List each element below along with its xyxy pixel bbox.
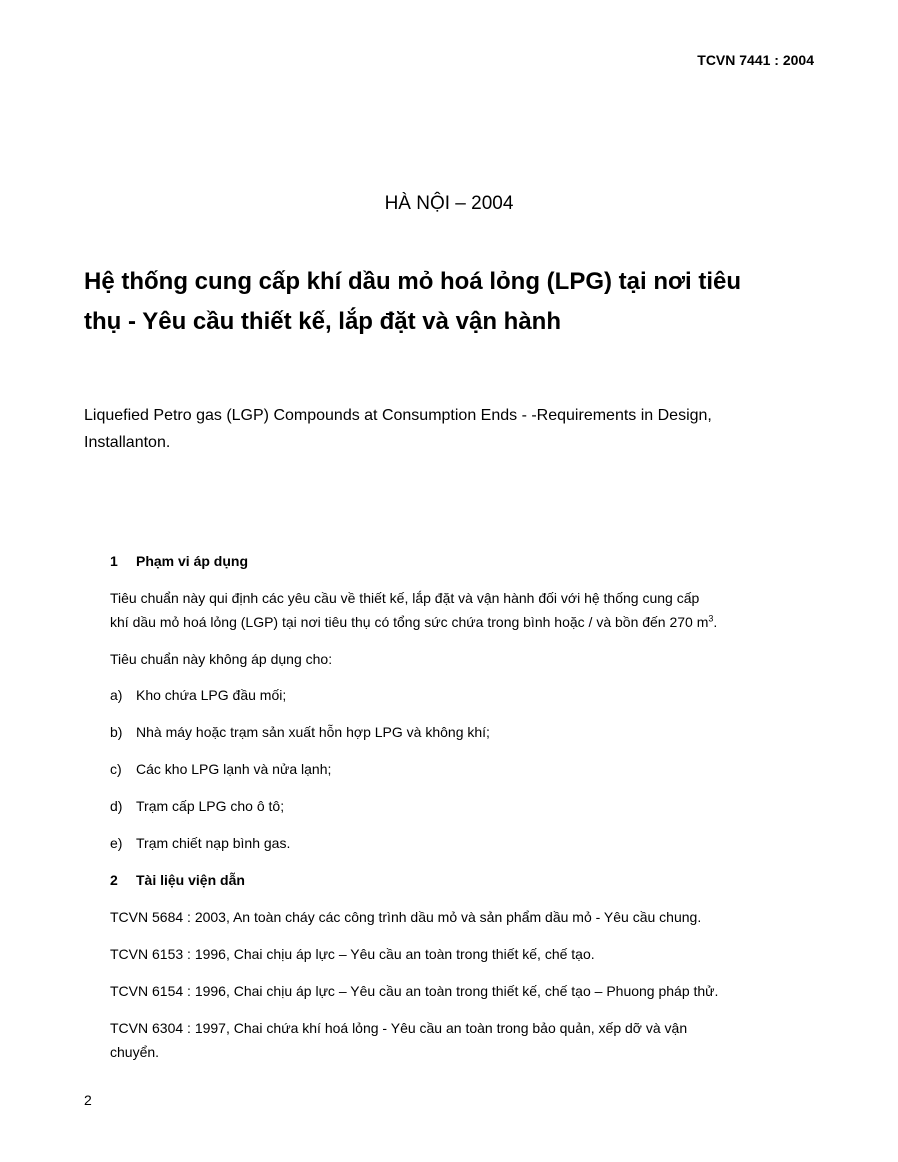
list-item-text: Trạm chiết nạp bình gas. xyxy=(136,835,291,851)
reference-item xyxy=(110,1016,830,1064)
list-item-text: Các kho LPG lạnh và nửa lạnh; xyxy=(136,761,332,777)
scope-line-end: . xyxy=(713,614,718,630)
reference-line-2: chuyển. xyxy=(110,1044,160,1060)
english-title-line-2: Installanton. xyxy=(84,434,171,451)
reference-item: TCVN 6154 : 1996, Chai chịu áp lực – Yêu cầu an toàn trong thiết kế, chế tạo – Phuong pháp thử. xyxy=(110,983,719,999)
scope-line-1: Tiêu chuẩn này qui định các yêu cầu về thiết kế, lắp đặt và vận hành đối với hệ thống cung cấp xyxy=(110,590,700,606)
list-marker: c) xyxy=(110,761,122,777)
list-marker: d) xyxy=(110,798,123,814)
list-item xyxy=(110,831,830,855)
list-item xyxy=(110,720,830,744)
section-2-title: Tài liệu viện dẫn xyxy=(136,872,245,888)
superscript-3: 3 xyxy=(708,613,714,624)
title-line-2: thụ - Yêu cầu thiết kế, lắp đặt và vận hành xyxy=(84,308,561,335)
list-item-text: Kho chứa LPG đầu mối; xyxy=(136,687,287,703)
list-item xyxy=(110,757,830,781)
section-2-heading xyxy=(110,868,830,892)
list-marker: a) xyxy=(110,687,123,703)
scope-line-2: khí dầu mỏ hoá lỏng (LGP) tại nơi tiêu thụ có tổng sức chứa trong bình hoặc / và bồn đến 270 m xyxy=(110,614,709,630)
section-1-heading xyxy=(110,549,830,573)
list-marker: e) xyxy=(110,835,123,851)
list-marker: b) xyxy=(110,724,123,740)
exclusion-intro: Tiêu chuẩn này không áp dụng cho: xyxy=(110,651,333,667)
reference-line-1: TCVN 6304 : 1997, Chai chứa khí hoá lỏng - Yêu cầu an toàn trong bảo quản, xếp dỡ và vận xyxy=(110,1020,688,1036)
english-title xyxy=(84,402,804,456)
title-line-1: Hệ thống cung cấp khí dầu mỏ hoá lỏng (LPG) tại nơi tiêu xyxy=(84,268,742,295)
list-item xyxy=(110,794,830,818)
place-year: HÀ NỘI – 2004 xyxy=(384,193,514,214)
list-item xyxy=(110,683,830,707)
scope-paragraph xyxy=(110,586,830,634)
english-title-line-1: Liquefied Petro gas (LGP) Compounds at Consumption Ends - -Requirements in Design, xyxy=(84,407,712,424)
document-body xyxy=(110,549,830,1077)
reference-item: TCVN 5684 : 2003, An toàn cháy các công trình dầu mỏ và sản phẩm dầu mỏ - Yêu cầu chung. xyxy=(110,909,702,925)
page-number: 2 xyxy=(84,1092,92,1108)
document-title xyxy=(84,262,824,342)
section-1-number: 1 xyxy=(110,553,118,569)
section-1-title: Phạm vi áp dụng xyxy=(136,553,249,569)
document-code: TCVN 7441 : 2004 xyxy=(697,52,814,68)
section-2-number: 2 xyxy=(110,872,118,888)
reference-item: TCVN 6153 : 1996, Chai chịu áp lực – Yêu cầu an toàn trong thiết kế, chế tạo. xyxy=(110,946,595,962)
list-item-text: Trạm cấp LPG cho ô tô; xyxy=(136,798,285,814)
list-item-text: Nhà máy hoặc trạm sản xuất hỗn hợp LPG và không khí; xyxy=(136,724,490,740)
